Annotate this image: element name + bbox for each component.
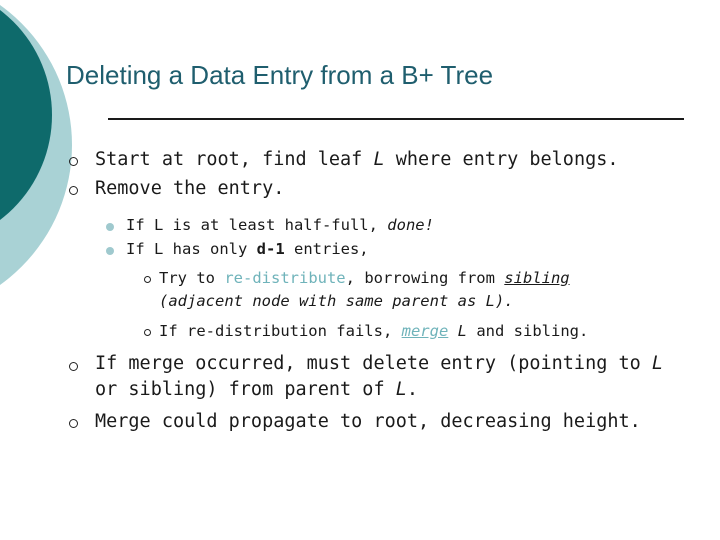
sub-sub-bullet-redistribute-cont: (adjacent node with same parent as L). (159, 292, 514, 310)
bullet-ring-icon (66, 416, 80, 430)
bullet-dot-icon (106, 247, 114, 255)
bullet-ring-small-icon (142, 327, 152, 337)
bullet-dot-icon (106, 223, 114, 231)
bullet-remove-entry: Remove the entry. (95, 178, 285, 199)
bullet-ring-icon (66, 183, 80, 197)
title-underline (108, 118, 684, 120)
sub-bullet-d-minus-1: If L has only d-1 entries, (126, 240, 369, 258)
decorative-circles (0, 0, 80, 300)
bullet-merge-occurred: If merge occurred, must delete entry (pointing to L (95, 353, 664, 374)
redistribute-link: re-distribute (224, 269, 346, 287)
merge-link: merge (401, 322, 449, 340)
bullet-ring-icon (66, 359, 80, 373)
bullet-start-at-root: Start at root, find leaf L where entry belongs. (95, 149, 619, 170)
bullet-ring-icon (66, 154, 80, 168)
slide-title: Deleting a Data Entry from a B+ Tree (66, 60, 494, 90)
sub-sub-bullet-merge: If re-distribution fails, merge L and sibling. (159, 322, 589, 340)
sub-sub-bullet-redistribute: Try to re-distribute, borrowing from sibling (159, 269, 570, 287)
sub-bullet-half-full: If L is at least half-full, done! (126, 216, 434, 234)
bullet-merge-propagate: Merge could propagate to root, decreasing height. (95, 411, 641, 432)
bullet-merge-occurred-cont: or sibling) from parent of L. (95, 379, 419, 400)
bullet-ring-small-icon (142, 274, 152, 284)
